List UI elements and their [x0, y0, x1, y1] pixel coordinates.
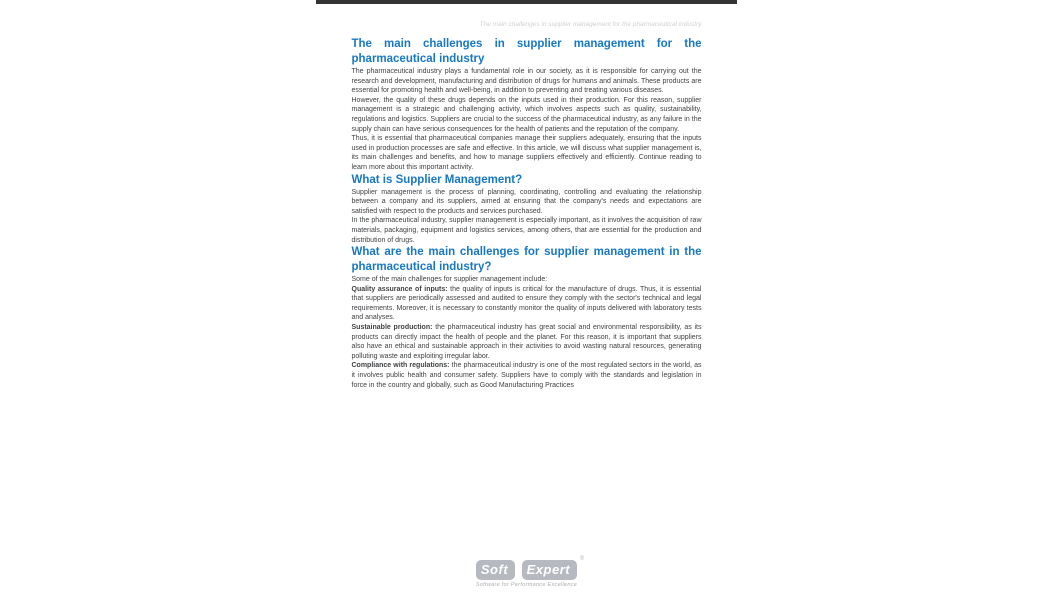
page-title: The main challenges in supplier management for the pharmaceutical industry: [351, 38, 702, 65]
section-heading-what-is: What is Supplier Management?: [351, 173, 523, 186]
logo-tagline: Software for Performance Excellence: [475, 582, 578, 588]
page-top-bar: [316, 0, 737, 4]
intro-paragraph: The pharmaceutical industry plays a fundamental role in our society, as it is responsible for carrying out the research and development, manufacturing and distribution of drugs for humans and animals. These products are essential for promoting health and well-being, in addition to preventing and treating various diseases.: [351, 68, 702, 95]
registered-trademark-icon: ®: [579, 556, 585, 562]
page-footer: [316, 556, 737, 591]
challenge-term: Compliance with regulations:: [351, 362, 450, 370]
intro-paragraph: However, the quality of these drugs depends on the inputs used in their production. For this reason, supplier management is a strategic and challenging activity, which involves aspects such as quality, sustainability, regulations and logistics. Suppliers are crucial to the success of the pharmaceutical industry, as any failure in the supply chain can have serious consequences for the health of patients and the reputation of the company.: [351, 96, 702, 133]
running-header: The main challenges in supplier management for the pharmaceutical industry: [479, 21, 702, 28]
logo-expert-box: Expert: [522, 560, 577, 580]
section-heading-challenges: What are the main challenges for supplier management in the pharmaceutical industry?: [351, 246, 702, 274]
challenge-item: [352, 285, 702, 323]
section-paragraph: In the pharmaceutical industry, supplier management is especially important, as it involves the acquisition of raw materials, packaging, equipment and logistics services, among others, that are essential for the production and distribution of drugs.: [351, 217, 702, 244]
challenge-item: [352, 361, 702, 390]
challenge-term: Sustainable production:: [351, 324, 433, 332]
challenges-lead: Some of the main challenges for supplier management include:: [351, 276, 548, 284]
section-paragraph: Supplier management is the process of planning, coordinating, controlling and evaluating the relationship between a company and its suppliers, aimed at ensuring that the company's needs and expectations are satisfied with respect to the products and services purchased.: [351, 188, 702, 215]
intro-paragraph: Thus, it is essential that pharmaceutical companies manage their suppliers adequately, ensuring that the inputs used in production processes are safe and effective. In this article, we will discuss what supplier management is, its main challenges and benefits, and how to manage suppliers effectively and efficiently. Continue reading to learn more about this important activity.: [351, 135, 702, 171]
document-page: [316, 0, 737, 600]
challenge-text: the pharmaceutical industry is one of the most regulated sectors in the world, as it involves public health and consumer safety. Suppliers have to comply with the standards and legislation in force in the country and globally, such as Good Manufacturing Practices: [351, 362, 702, 389]
logo-soft-box: Soft: [476, 560, 515, 580]
challenge-text: the quality of inputs is critical for the manufacture of drugs. Thus, it is essential that suppliers are periodically assessed and audited to ensure they comply with the sector's technical and legal requirements. Moreover, it is necessary to constantly monitor the quality of inputs delivered with laboratory tests and analyses.: [351, 285, 702, 322]
challenge-term: Quality assurance of inputs:: [351, 285, 448, 293]
challenge-item: [352, 323, 702, 361]
challenge-text: the pharmaceutical industry has great social and environmental responsibility, as its products can directly impact the health of people and the planet. For this reason, it is important that suppliers also have an ethical and sustainable approach in their activities to avoid wasting natural resources, generating polluting waste and exploiting irregular labor.: [351, 324, 702, 360]
softexpert-logo: [475, 556, 585, 588]
content-column: [352, 21, 702, 390]
